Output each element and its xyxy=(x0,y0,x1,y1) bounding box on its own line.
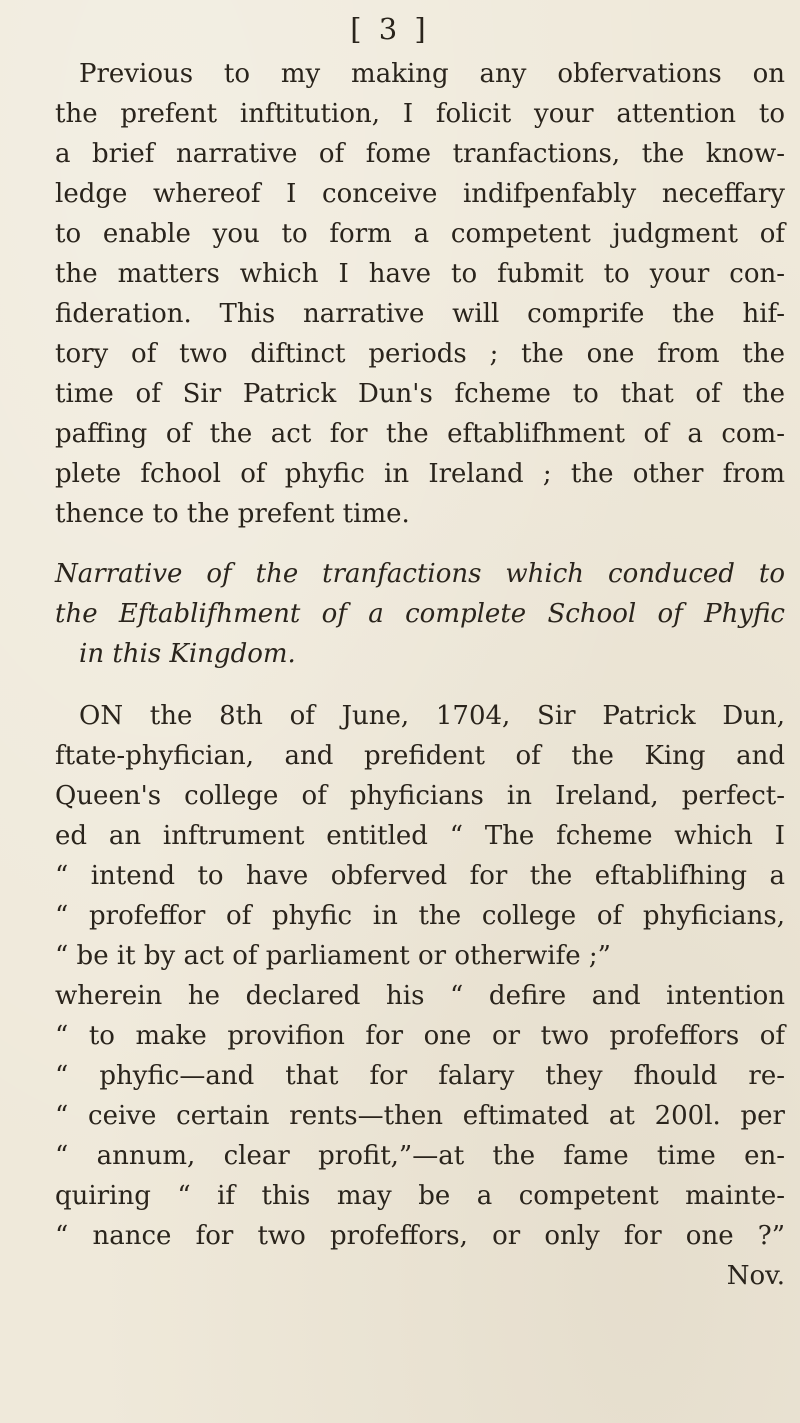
text-line: “ ceive certain rents—then eftimated at 200l. per xyxy=(55,1101,785,1131)
text-line: ed an inftrument entitled “ The fcheme which I xyxy=(55,821,785,851)
text-line: “ intend to have obferved for the eftablifhing a xyxy=(55,861,785,891)
text-line: fideration. This narrative will comprife the hif- xyxy=(55,299,785,329)
text-line: time of Sir Patrick Dun's fcheme to that of the xyxy=(55,379,785,409)
text-line: Previous to my making any obfervations on xyxy=(79,59,785,89)
narrative-paragraph xyxy=(55,696,785,1256)
text-line: the prefent inftitution, I folicit your attention to xyxy=(55,99,785,129)
text-line: wherein he declared his “ defire and intention xyxy=(55,981,785,1011)
heading-line: the Eftablifhment of a complete School of Phyfic xyxy=(55,599,785,629)
page-number: [ 3 ] xyxy=(350,12,430,46)
text-block xyxy=(55,54,785,1296)
text-line: “ be it by act of parliament or otherwife ;” xyxy=(55,941,611,971)
text-line: Queen's college of phyficians in Ireland, perfect- xyxy=(55,781,785,811)
heading-line: Narrative of the tranfactions which conduced to xyxy=(55,559,785,589)
text-line: ledge whereof I conceive indifpenfably neceffary xyxy=(55,179,785,209)
text-line: tory of two diftinct periods ; the one from the xyxy=(55,339,785,369)
text-line: “ phyfic—and that for falary they fhould re- xyxy=(55,1061,785,1091)
text-line: plete fchool of phyfic in Ireland ; the other from xyxy=(55,459,785,489)
text-line: paffing of the act for the eftablifhment of a com- xyxy=(55,419,785,449)
text-line: “ nance for two profeffors, or only for one ?” xyxy=(55,1221,785,1251)
text-line: ftate-phyfician, and prefident of the King and xyxy=(55,741,785,771)
text-line: to enable you to form a competent judgment of xyxy=(55,219,785,249)
section-heading xyxy=(55,554,785,674)
text-line: quiring “ if this may be a competent mainte- xyxy=(55,1181,785,1211)
text-line: “ profeffor of phyfic in the college of phyficians, xyxy=(55,901,785,931)
text-line: “ annum, clear profit,”—at the fame time en- xyxy=(55,1141,785,1171)
text-line: ON the 8th of June, 1704, Sir Patrick Dun, xyxy=(79,701,785,731)
catchword: Nov. xyxy=(726,1261,785,1291)
text-line: “ to make provifion for one or two profeffors of xyxy=(55,1021,785,1051)
heading-line: in this Kingdom. xyxy=(79,639,296,669)
intro-paragraph xyxy=(55,54,785,534)
text-line: thence to the prefent time. xyxy=(55,499,410,529)
text-line: the matters which I have to fubmit to your con- xyxy=(55,259,785,289)
text-line: a brief narrative of fome tranfactions, the know- xyxy=(55,139,785,169)
